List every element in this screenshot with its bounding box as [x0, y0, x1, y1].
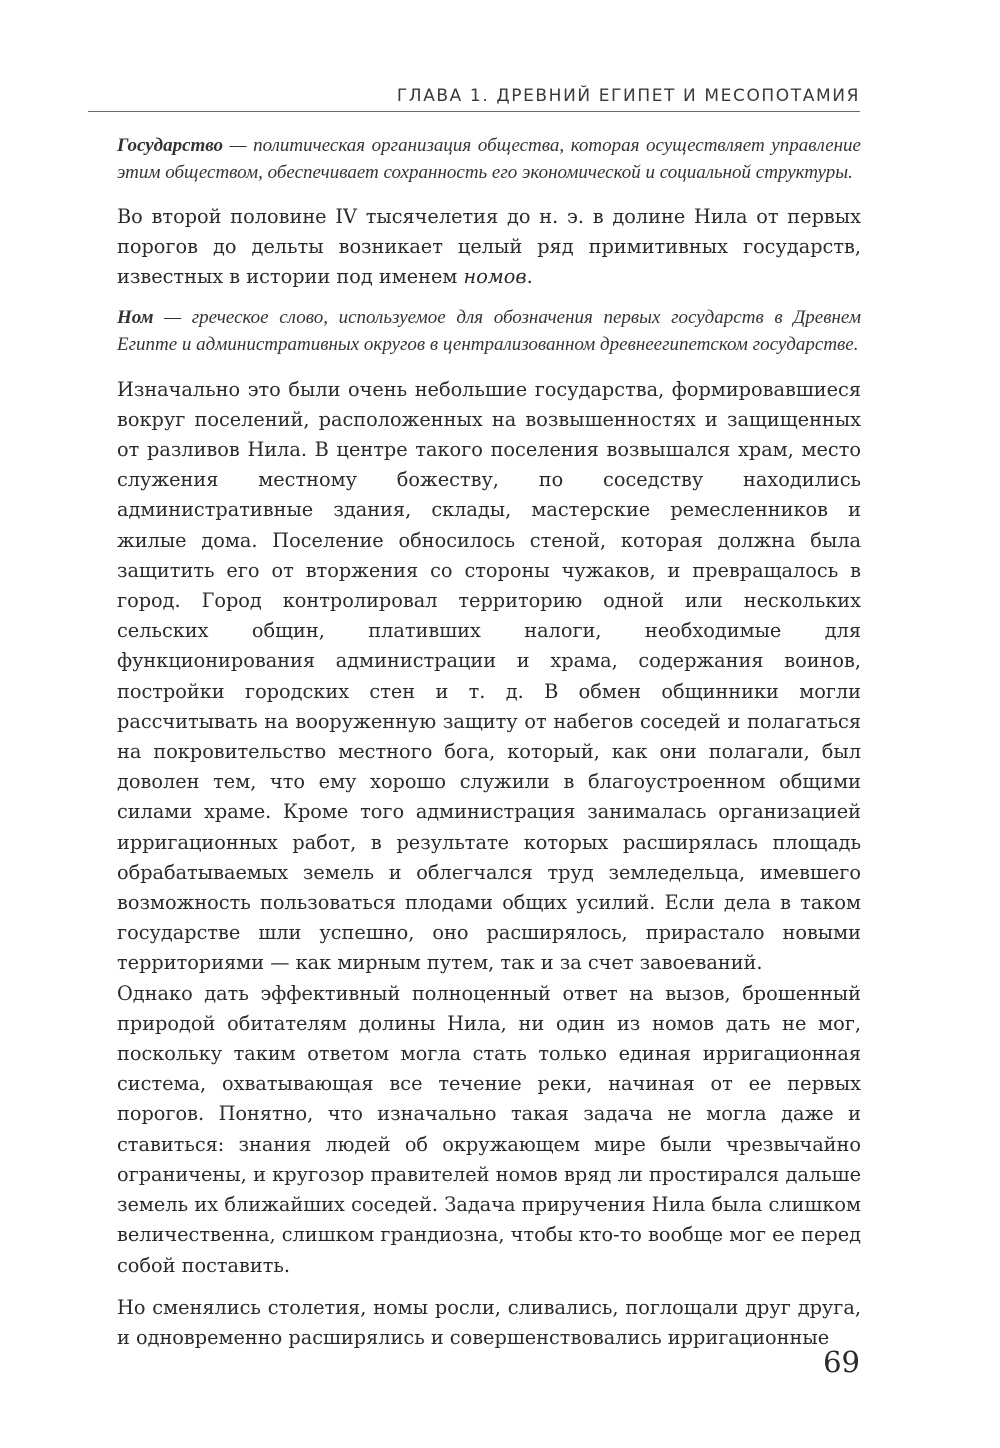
paragraph: Изначально это были очень небольшие государства, формировавшиеся вокруг поселений, расположенных на возвышенностях и защищенных от разливов Нила. В центре такого поселения возвышался храм, место служения местному божеству, по соседству находились административные здания, склады, мастерские ремесленников и жилые дома. Поселение обносилось стеной, которая должна была защитить его от вторжения со стороны чужаков, и превращалось в город. Город контролировал территорию одной или нескольких сельских общин, плативших налоги, необходимые для функционирования администрации и храма, содержания воинов, постройки городских стен и т. д. В обмен общинники могли рассчитывать на вооруженную защиту от набегов соседей и полагаться на покровительство местного бога, который, как они полагали, был доволен тем, что ему хорошо служили в благоустроенном общими силами храме. Кроме того администрация занималась организацией ирригационных работ, в результате которых расширялась площадь обрабатываемых земель и облегчался труд земледельца, имевшего возможность пользоваться плодами общих усилий. Если дела в таком государстве шли успешно, оно расширялось, прирастало новыми территориями — как мирным путем, так и за счет завоеваний. [117, 377, 861, 975]
paragraph-text: Во второй половине IV тысячелетия до н. э. в долине Нила от первых порогов до дельты возникает целый ряд примитивных государств, известных в истории под именем [117, 205, 861, 289]
paragraph: Однако дать эффективный полноценный ответ на вызов, брошенный природой обитателям долины Нила, ни один из номов дать не мог, поскольку таким ответом могла стать только единая ирригационная система, охватывающая все течение реки, начиная от ее первых порогов. Понятно, что изначально такая задача не могла даже и ставиться: знания людей об окружающем мире были чрезвычайно ограничены, и кругозор правителей номов вряд ли простирался дальше земель их ближайших соседей. Задача приручения Нила была слишком величественна, слишком грандиозна, чтобы кто-то вообще мог ее перед собой поставить. [117, 981, 861, 1277]
paragraph-text: . [526, 265, 533, 289]
paragraph [117, 202, 861, 293]
definition-term: Государство [117, 135, 224, 156]
definition-state [117, 132, 861, 186]
definition-text: — политическая организация общества, которая осуществляет управление этим обществом, обеспечивает сохранность его экономической и социальной структуры. [117, 135, 861, 183]
running-head: ГЛАВА 1. ДРЕВНИЙ ЕГИПЕТ И МЕСОПОТАМИЯ [396, 86, 860, 106]
header-rule [88, 111, 860, 112]
definition-term: Ном [117, 306, 154, 328]
definition-nome [117, 304, 861, 358]
paragraph: Но сменялись столетия, номы росли, сливались, поглощали друг друга, и одновременно расширялись и совершенствовались ирригационные [117, 1295, 861, 1349]
paragraph-italic-term: номов [463, 265, 527, 289]
page-number: 69 [823, 1345, 860, 1379]
page-content [117, 132, 861, 1353]
definition-text: — греческое слово, используемое для обозначения первых государств в Древнем Египте и административных округов в централизованном древнеегипетском государстве. [117, 306, 861, 355]
